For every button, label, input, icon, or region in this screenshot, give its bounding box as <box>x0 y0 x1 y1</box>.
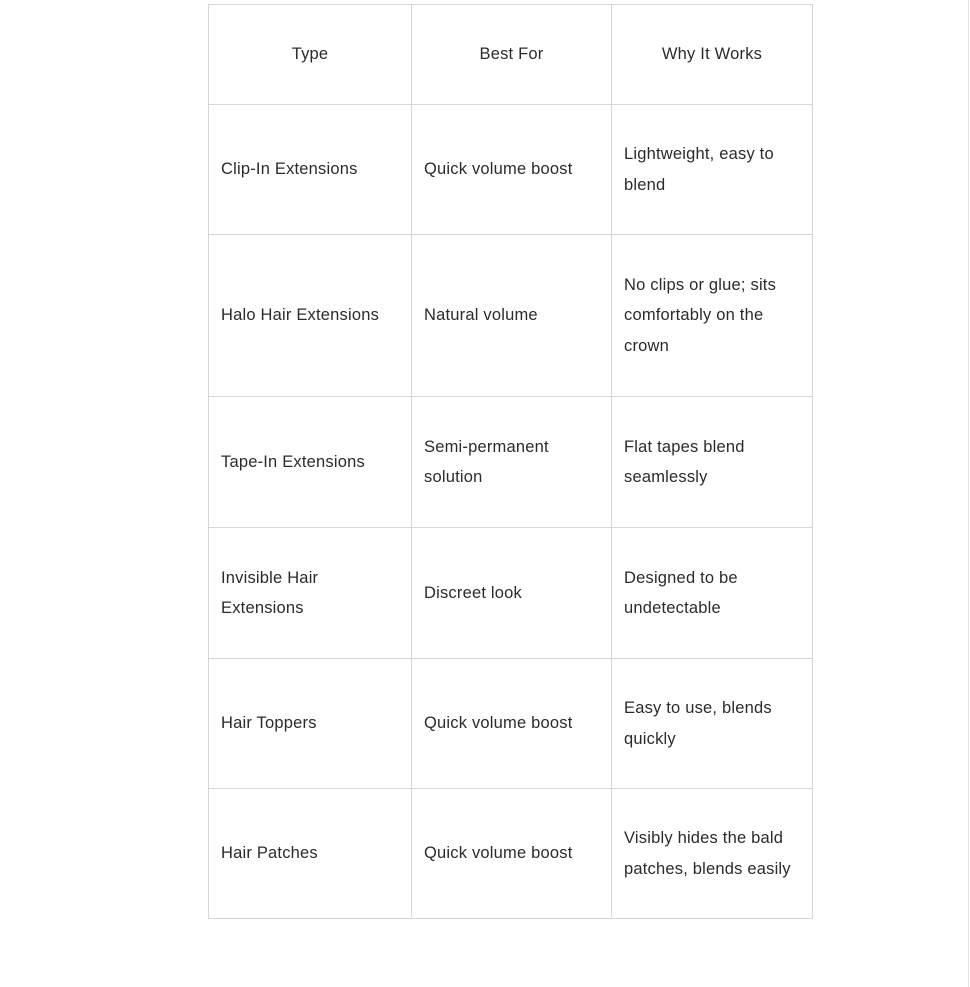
cell-type: Invisible Hair Extensions <box>209 528 412 659</box>
cell-best-for: Semi-permanent solution <box>412 397 612 528</box>
table-row <box>209 789 813 919</box>
cell-why-it-works: Easy to use, blends quickly <box>612 659 813 789</box>
table-row <box>209 397 813 528</box>
table-header-row <box>209 5 813 105</box>
cell-why-it-works: No clips or glue; sits comfortably on the crown <box>612 235 813 397</box>
table-row <box>209 659 813 789</box>
cell-best-for: Quick volume boost <box>412 659 612 789</box>
cell-type: Hair Toppers <box>209 659 412 789</box>
table-row <box>209 528 813 659</box>
cell-best-for: Quick volume boost <box>412 789 612 919</box>
cell-best-for: Natural volume <box>412 235 612 397</box>
cell-why-it-works: Designed to be undetectable <box>612 528 813 659</box>
cell-why-it-works: Visibly hides the bald patches, blends easily <box>612 789 813 919</box>
page-edge-divider <box>968 0 969 987</box>
table-row <box>209 235 813 397</box>
header-best-for: Best For <box>412 5 612 105</box>
hair-extensions-comparison-table <box>208 4 813 919</box>
cell-best-for: Discreet look <box>412 528 612 659</box>
table-row <box>209 105 813 235</box>
header-why-it-works: Why It Works <box>612 5 813 105</box>
cell-type: Tape-In Extensions <box>209 397 412 528</box>
cell-type: Hair Patches <box>209 789 412 919</box>
cell-why-it-works: Flat tapes blend seamlessly <box>612 397 813 528</box>
cell-best-for: Quick volume boost <box>412 105 612 235</box>
cell-type: Halo Hair Extensions <box>209 235 412 397</box>
cell-type: Clip-In Extensions <box>209 105 412 235</box>
cell-why-it-works: Lightweight, easy to blend <box>612 105 813 235</box>
header-type: Type <box>209 5 412 105</box>
